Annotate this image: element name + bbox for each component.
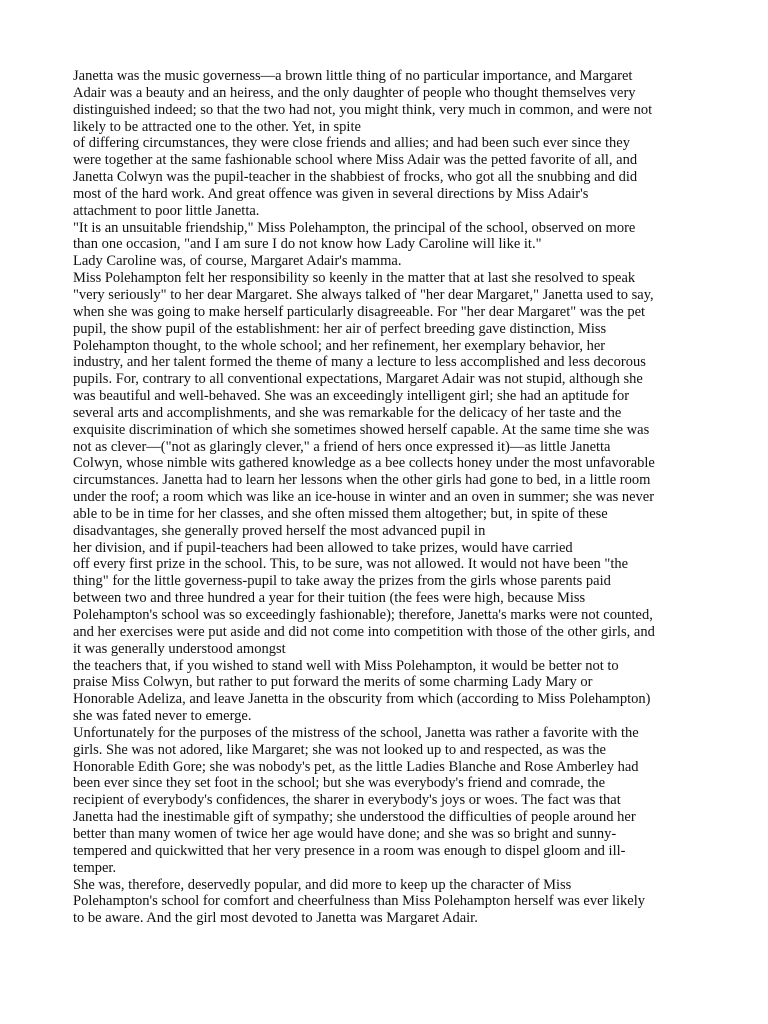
- text-line: were together at the same fashionable school where Miss Adair was the petted favorite of all, and: [73, 152, 638, 169]
- text-line: she was fated never to emerge.: [73, 708, 252, 725]
- text-line: pupils. For, contrary to all conventional expectations, Margaret Adair was not stupid, although she: [73, 371, 643, 388]
- text-line: off every first prize in the school. This, to be sure, was not allowed. It would not have been "the: [73, 556, 629, 573]
- text-line: of differing circumstances, they were close friends and allies; and had been such ever since they: [73, 135, 630, 152]
- text-line: disadvantages, she generally proved herself the most advanced pupil in: [73, 522, 486, 539]
- text-line: her division, and if pupil-teachers had been allowed to take prizes, would have carried: [73, 539, 573, 556]
- text-line: She was, therefore, deservedly popular, and did more to keep up the character of Miss: [73, 876, 572, 893]
- text-line: Polehampton's school for comfort and cheerfulness than Miss Polehampton herself was ever likely: [73, 893, 646, 910]
- text-line: temper.: [73, 859, 117, 876]
- text-line: Unfortunately for the purposes of the mistress of the school, Janetta was rather a favorite with the: [73, 724, 639, 741]
- text-line: tempered and quickwitted that her very presence in a room was enough to dispel gloom and ill-: [73, 842, 626, 859]
- text-line: been ever since they set foot in the school; but she was everybody's friend and comrade, the: [73, 775, 606, 792]
- text-line: Honorable Adeliza, and leave Janetta in the obscurity from which (according to Miss Polehampton): [73, 691, 651, 708]
- text-line: distinguished indeed; so that the two had not, you might think, very much in common, and were not: [73, 101, 653, 118]
- text-line: girls. She was not adored, like Margaret; she was not looked up to and respected, as was the: [73, 741, 606, 758]
- text-line: attachment to poor little Janetta.: [73, 202, 260, 219]
- text-line: Janetta was the music governess—a brown little thing of no particular importance, and Margaret: [73, 68, 633, 84]
- text-line: most of the hard work. And great offence was given in several directions by Miss Adair's: [73, 185, 589, 202]
- text-line: praise Miss Colwyn, but rather to put forward the merits of some charming Lady Mary or: [73, 674, 593, 691]
- text-line: "It is an unsuitable friendship," Miss Polehampton, the principal of the school, observed on more: [73, 219, 636, 236]
- text-line: than one occasion, "and I am sure I do not know how Lady Caroline will like it.": [73, 236, 542, 253]
- text-line: several arts and accomplishments, and she was remarkable for the delicacy of her taste and the: [73, 404, 622, 421]
- text-line: Janetta Colwyn was the pupil-teacher in the shabbiest of frocks, who got all the snubbing and did: [73, 169, 638, 186]
- text-line: industry, and her talent formed the theme of many a lecture to less accomplished and less decorous: [73, 354, 646, 371]
- text-line: pupil, the show pupil of the establishment: her air of perfect breeding gave distinction, Miss: [73, 320, 607, 337]
- text-line: when she was going to make herself particularly disagreeable. For "her dear Margaret" was the pet: [73, 303, 646, 320]
- text-line: likely to be attracted one to the other. Yet, in spite: [73, 118, 361, 135]
- text-line: Lady Caroline was, of course, Margaret Adair's mamma.: [73, 253, 402, 270]
- text-line: Miss Polehampton felt her responsibility so keenly in the matter that at last she resolved to speak: [73, 270, 636, 287]
- text-line: Janetta had the inestimable gift of sympathy; she understood the difficulties of people around her: [73, 809, 636, 826]
- text-line: recipient of everybody's confidences, the sharer in everybody's joys or woes. The fact was that: [73, 792, 621, 809]
- text-line: "very seriously" to her dear Margaret. She always talked of "her dear Margaret," Janetta used to say,: [73, 286, 654, 303]
- text-line: the teachers that, if you wished to stand well with Miss Polehampton, it would be better not to: [73, 657, 619, 674]
- text-line: to be aware. And the girl most devoted to Janetta was Margaret Adair.: [73, 910, 478, 927]
- text-line: better than many women of twice her age would have done; and she was so bright and sunny-: [73, 825, 617, 842]
- text-line: Polehampton's school was so exceedingly fashionable); therefore, Janetta's marks were not counted,: [73, 607, 653, 623]
- text-line: was beautiful and well-behaved. She was an exceedingly intelligent girl; she had an aptitude for: [73, 388, 630, 405]
- text-line: and her exercises were put aside and did not come into competition with those of the other girls, and: [73, 623, 655, 640]
- text-line: Polehampton thought, to the whole school; and her refinement, her exemplary behavior, her: [73, 337, 606, 354]
- text-line: under the roof; a room which was like an ice-house in winter and an oven in summer; she was never: [73, 489, 655, 506]
- text-line: not as clever—("not as glaringly clever," a friend of hers once expressed it)—as little Janetta: [73, 438, 611, 455]
- document-body: [73, 68, 703, 927]
- text-line: exquisite discrimination of which she sometimes showed herself capable. At the same time she was: [73, 421, 650, 438]
- text-line: Adair was a beauty and an heiress, and the only daughter of people who thought themselves very: [73, 84, 636, 101]
- text-line: able to be in time for her classes, and she often missed them altogether; but, in spite of these: [73, 505, 608, 522]
- text-line: circumstances. Janetta had to learn her lessons when the other girls had gone to bed, in a little room: [73, 472, 651, 489]
- text-line: it was generally understood amongst: [73, 640, 286, 657]
- text-line: Colwyn, whose nimble wits gathered knowledge as a bee collects honey under the most unfavorable: [73, 455, 655, 472]
- text-line: thing" for the little governess-pupil to take away the prizes from the girls whose parents paid: [73, 573, 611, 590]
- text-line: between two and three hundred a year for their tuition (the fees were high, because Miss: [73, 590, 586, 607]
- text-line: Honorable Edith Gore; she was nobody's pet, as the little Ladies Blanche and Rose Amberley had: [73, 758, 639, 775]
